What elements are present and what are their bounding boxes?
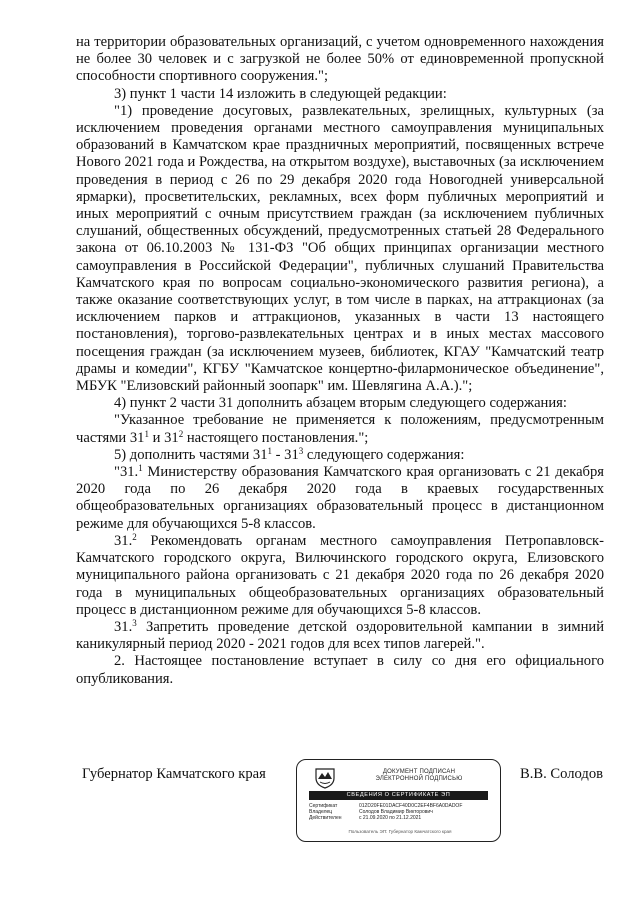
electronic-signature-stamp xyxy=(296,759,501,842)
coat-of-arms-icon xyxy=(313,765,337,789)
certificate-details xyxy=(309,803,491,822)
superscript: 2 xyxy=(178,428,184,439)
text-fragment: и 31 xyxy=(148,429,179,446)
certificate-row-value: Солодов Владимир Викторович xyxy=(359,809,433,816)
superscript: 2 xyxy=(132,531,137,542)
text-fragment: следующего содержания: xyxy=(303,446,465,463)
stamp-title xyxy=(349,769,489,783)
paragraph-entry-into-force: 2. Настоящее постановление вступает в силу со дня его официального опубликования. xyxy=(76,653,604,687)
signatory-title: Губернатор Камчатского края xyxy=(82,766,266,782)
paragraph-part-31-1 xyxy=(76,464,604,533)
text-fragment: настоящего постановления."; xyxy=(183,429,369,446)
stamp-title-line: ДОКУМЕНТ ПОДПИСАН xyxy=(382,769,456,775)
certificate-info-header: СВЕДЕНИЯ О СЕРТИФИКАТЕ ЭП xyxy=(309,791,488,800)
text-fragment: "Указанное требование не применяется к положениям, предусмотренным частями 31 xyxy=(76,412,604,446)
document-body xyxy=(76,34,604,688)
superscript: 3 xyxy=(132,617,137,628)
paragraph-requirement xyxy=(76,412,604,446)
certificate-row-key: Владелец xyxy=(309,809,333,816)
paragraph-part-31-2 xyxy=(76,533,604,619)
certificate-row-value: с 21.09.2020 по 21.12.2021 xyxy=(359,815,422,822)
certificate-row xyxy=(309,815,491,821)
signatory-name: В.В. Солодов xyxy=(520,766,604,782)
text-fragment: 31. xyxy=(114,532,133,549)
text-fragment: Министерству образования Камчатского края организовать с 21 декабря 2020 года по 26 декабря 2020 года в краевых государственных общеобразовательных организациях образовательный процесс в дистанционном режиме для обучающихся 5-8 классов. xyxy=(76,464,604,532)
text-fragment: 31. xyxy=(114,618,133,635)
stamp-title-line: ЭЛЕКТРОННОЙ ПОДПИСЬЮ xyxy=(375,776,463,782)
text-fragment: "31. xyxy=(114,464,139,481)
superscript: 1 xyxy=(144,428,149,439)
stamp-footer: Пользователь ЭП: Губернатор Камчатского края xyxy=(348,829,452,834)
paragraph-new-point-1: "1) проведение досуговых, развлекательных, зрелищных, культурных (за исключением проведения органами местного самоуправления муниципальных образований в Камчатском крае праздничных мероприятий, посвященных встрече Нового 2021 года и Рождества, на открытом воздухе), выставочных (за исключением проведения в период с 26 по 29 декабря 2020 года Новогодней универсальной ярмарки), просветительских, рекламных, всех форм публичных мероприятий и иных мероприятий с очным присутствием граждан (за исключением публичных слушаний, общественных обсуждений, предусмотренных статьей 28 Федерального закона от 06.10.2003 № 131-ФЗ "Об общих принципах организации местного самоуправления в Российской Федерации", публичных слушаний Правительства Камчатского края по вопросам социально-экономического развития региона), а также оказание соответствующих услуг, в том числе в парках, на аттракционах (за исключением парков и аттракционов, указанных в части 13 настоящего постановления), торгово-развлекательных центрах и в иных местах массового посещения граждан (за исключением музеев, библиотек, КГАУ "Камчатский театр драмы и комедии", КГБУ "Камчатское концертно-филармоническое объединение", МБУК "Елизовский районный зоопарк" им. Шевлягина А.А.)."; xyxy=(76,102,604,395)
certificate-row-value: 012D20FE01DACF40D0C2EF4BF6A0DADOF xyxy=(359,803,463,809)
paragraph-part-31-3 xyxy=(76,619,604,653)
text-fragment: - 31 xyxy=(272,446,299,463)
certificate-row-key: Сертификат xyxy=(309,803,338,809)
superscript: 1 xyxy=(267,445,273,456)
text-fragment: Запретить проведение детской оздоровительной кампании в зимний каникулярный период 2020 - 2021 годов для всех типов лагерей.". xyxy=(76,618,604,653)
paragraph-continuation: на территории образовательных организаций, с учетом одновременного нахождения не более 30 человек и с загрузкой не более 50% от единовременной пропускной способности спортивного сооружения."; xyxy=(76,34,604,85)
text-fragment: 5) дополнить частями 31 xyxy=(114,446,268,463)
text-fragment: Рекомендовать органам местного самоуправления Петропавловск-Камчатского городского округа, Вилючинского городского округа, Елизовского муниципального района организовать с 21 декабря 2020 года по 26 декабря 2020 года в муниципальных общеобразовательных организациях образовательный процесс в дистанционном режиме для обучающихся 5-8 классов. xyxy=(76,532,604,618)
superscript: 1 xyxy=(138,463,143,474)
paragraph-item-3: 3) пункт 1 части 14 изложить в следующей редакции: xyxy=(114,85,447,102)
paragraph-item-4: 4) пункт 2 части 31 дополнить абзацем вторым следующего содержания: xyxy=(114,395,567,412)
certificate-row-key: Действителен xyxy=(309,815,342,822)
superscript: 3 xyxy=(298,445,304,456)
paragraph-item-5 xyxy=(76,447,604,464)
